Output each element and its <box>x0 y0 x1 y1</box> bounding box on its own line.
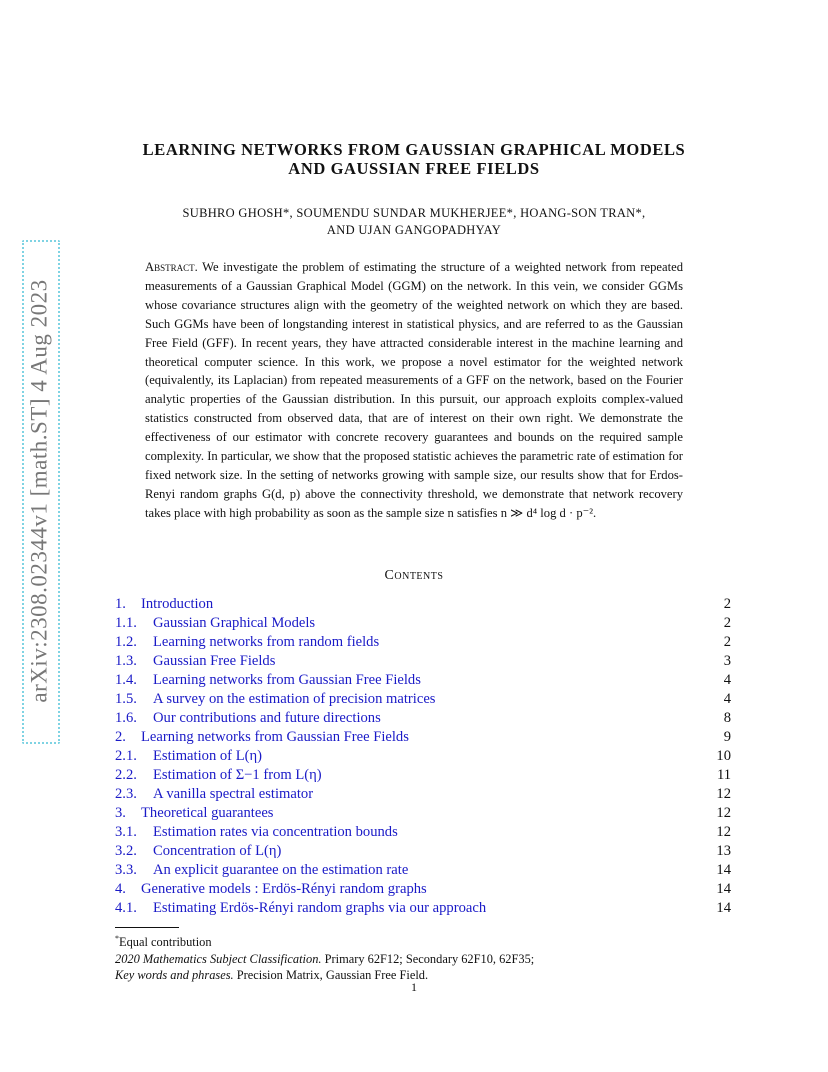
toc-entry-page: 12 <box>716 786 731 802</box>
footnote-msc <box>115 951 735 968</box>
toc-entry[interactable] <box>115 842 731 861</box>
toc-entry-title: Generative models : Erdös-Rényi random graphs <box>141 881 427 897</box>
toc-entry-page: 14 <box>716 862 731 878</box>
footnote-equal-contribution: *Equal contribution <box>115 934 212 950</box>
footnote-mark: * <box>115 934 119 943</box>
toc-entry[interactable] <box>115 595 731 614</box>
arxiv-id: arXiv:2308.02344v1 [math.ST] 4 Aug 2023 <box>27 279 52 703</box>
msc-label: 2020 Mathematics Subject Classification. <box>115 951 322 966</box>
arxiv-sidebar-stamp <box>22 240 58 742</box>
toc-entry-number: 1.1. <box>115 615 137 631</box>
toc-entry[interactable] <box>115 766 731 785</box>
toc-entry-title: Our contributions and future directions <box>153 710 381 726</box>
toc-entry-number: 2.1. <box>115 748 137 764</box>
abstract-label: Abstract. <box>145 260 198 274</box>
toc-entry[interactable] <box>115 880 731 899</box>
toc-entry-title: Concentration of L(η) <box>153 843 282 859</box>
paper-title-line1: LEARNING NETWORKS FROM GAUSSIAN GRAPHICAL MODELS <box>142 140 686 159</box>
toc-entry-number: 1.2. <box>115 634 137 650</box>
toc-entry[interactable] <box>115 614 731 633</box>
toc-entry-title: Learning networks from Gaussian Free Fields <box>153 672 421 688</box>
toc-entry[interactable] <box>115 747 731 766</box>
toc-entry-page: 12 <box>716 805 731 821</box>
toc-entry-title: Introduction <box>141 596 214 612</box>
toc-entry-link[interactable] <box>115 804 273 823</box>
toc-entry-number: 4. <box>115 881 126 897</box>
toc-entry[interactable] <box>115 785 731 804</box>
toc-entry-number: 1.3. <box>115 653 137 669</box>
toc-entry[interactable] <box>115 671 731 690</box>
toc-entry-number: 3. <box>115 805 126 821</box>
toc-entry-page: 12 <box>716 824 731 840</box>
toc-entry-title: Gaussian Free Fields <box>153 653 276 669</box>
toc-entry[interactable] <box>115 823 731 842</box>
toc-entry-page: 11 <box>716 767 731 783</box>
toc-entry-link[interactable] <box>115 633 379 652</box>
toc-entry-link[interactable] <box>115 614 315 633</box>
toc-entry-page: 13 <box>716 843 731 859</box>
toc-entry-number: 1. <box>115 596 126 612</box>
toc-entry-link[interactable] <box>115 880 427 899</box>
toc-entry-title: Estimation of L(η) <box>153 748 262 764</box>
toc-entry-page: 14 <box>716 900 731 916</box>
toc-entry-title: A vanilla spectral estimator <box>153 786 314 802</box>
toc-entry[interactable] <box>115 709 731 728</box>
toc-entry-page: 4 <box>723 691 731 707</box>
toc-entry-link[interactable] <box>115 728 409 747</box>
authors-line2: AND UJAN GANGOPADHYAY <box>326 223 502 237</box>
authors-line1: SUBHRO GHOSH*, SOUMENDU SUNDAR MUKHERJEE*, HOANG-SON TRAN*, <box>182 206 646 220</box>
toc-entry-link[interactable] <box>115 785 313 804</box>
toc-entry-link[interactable] <box>115 899 486 918</box>
toc-entry-link[interactable] <box>115 709 381 728</box>
abstract <box>145 258 683 523</box>
page-number: 1 <box>411 980 417 994</box>
toc-entry-page: 2 <box>723 596 731 612</box>
paper-title <box>0 140 828 178</box>
toc-entry-number: 1.6. <box>115 710 137 726</box>
toc-entry[interactable] <box>115 633 731 652</box>
toc-entry-number: 2.3. <box>115 786 137 802</box>
paper-title-line2: AND GAUSSIAN FREE FIELDS <box>288 159 540 178</box>
table-of-contents <box>115 595 731 918</box>
toc-entry-number: 1.4. <box>115 672 137 688</box>
toc-entry-title: A survey on the estimation of precision matrices <box>153 691 436 707</box>
toc-entry-page: 2 <box>723 634 731 650</box>
toc-entry-link[interactable] <box>115 842 281 861</box>
toc-entry-link[interactable] <box>115 652 275 671</box>
toc-entry[interactable] <box>115 899 731 918</box>
toc-entry-title: Estimation rates via concentration bounds <box>153 824 398 840</box>
toc-entry-link[interactable] <box>115 766 322 785</box>
toc-entry[interactable] <box>115 861 731 880</box>
toc-entry-title: Estimating Erdös-Rényi random graphs via our approach <box>153 900 487 916</box>
toc-entry[interactable] <box>115 690 731 709</box>
toc-entry-page: 3 <box>723 653 731 669</box>
footnote-rule <box>115 927 179 928</box>
toc-entry-page: 9 <box>723 729 731 745</box>
toc-entry-number: 2. <box>115 729 126 745</box>
toc-entry-title: Estimation of Σ−1 from L(η) <box>153 767 322 783</box>
author-list <box>0 205 828 239</box>
keywords-label: Key words and phrases. <box>115 968 234 983</box>
toc-entry-link[interactable] <box>115 861 408 880</box>
msc-text: Primary 62F12; Secondary 62F10, 62F35; <box>324 951 535 966</box>
toc-entry-title: Learning networks from Gaussian Free Fields <box>141 729 409 745</box>
toc-entry-page: 10 <box>716 748 731 764</box>
toc-entry-page: 8 <box>723 710 731 726</box>
toc-entry-link[interactable] <box>115 595 213 614</box>
toc-entry-link[interactable] <box>115 671 421 690</box>
toc-entry[interactable] <box>115 728 731 747</box>
toc-entry-title: Theoretical guarantees <box>141 805 274 821</box>
toc-entry-title: An explicit guarantee on the estimation rate <box>153 862 409 878</box>
toc-entry-number: 3.3. <box>115 862 137 878</box>
toc-entry-number: 1.5. <box>115 691 137 707</box>
toc-entry-number: 2.2. <box>115 767 137 783</box>
toc-entry[interactable] <box>115 652 731 671</box>
toc-entry-number: 4.1. <box>115 900 137 916</box>
toc-entry-page: 4 <box>723 672 731 688</box>
toc-entry[interactable] <box>115 804 731 823</box>
toc-entry-link[interactable] <box>115 747 262 766</box>
toc-entry-title: Learning networks from random fields <box>153 634 380 650</box>
contents-heading: Contents <box>384 568 444 583</box>
toc-entry-link[interactable] <box>115 690 435 709</box>
toc-entry-link[interactable] <box>115 823 398 842</box>
toc-entry-page: 14 <box>716 881 731 897</box>
abstract-text: We investigate the problem of estimating the structure of a weighted network from repeated measurements of a Gaussian Graphical Model (GGM) on the network. In this vein, we consider GGMs whose covariance structures align with the geometry of the weighted network on which they are based. Such GGMs have been of longstanding interest in statistical physics, and are referred to as the Gaussian Free Field (GFF). In recent years, they have attracted considerable interest in the machine learning and theoretical computer science. In this work, we propose a novel estimator for the weighted network (equivalently, its Laplacian) from repeated measurements of a GFF on the network, based on the Fourier analytic properties of the Gaussian distribution. In this pursuit, our approach exploits complex-valued statistics constructed from observed data, that are of interest on their own right. We demonstrate the effectiveness of our estimator with concrete recovery guarantees and bounds on the required sample complexity. In particular, we show that the proposed statistic achieves the parametric rate of estimation for fixed network size. In the setting of networks growing with sample size, our results show that for Erdos-Renyi random graphs G(d, p) above the connectivity threshold, we demonstrate that network recovery takes place with high probability as soon as the sample size n satisfies n ≫ d⁴ log d · p⁻². <box>145 260 683 520</box>
footnotes <box>115 931 735 984</box>
keywords-text: Precision Matrix, Gaussian Free Field. <box>236 968 429 983</box>
toc-entry-number: 3.2. <box>115 843 137 859</box>
toc-entry-page: 2 <box>723 615 731 631</box>
toc-entry-title: Gaussian Graphical Models <box>153 615 316 631</box>
toc-entry-number: 3.1. <box>115 824 137 840</box>
